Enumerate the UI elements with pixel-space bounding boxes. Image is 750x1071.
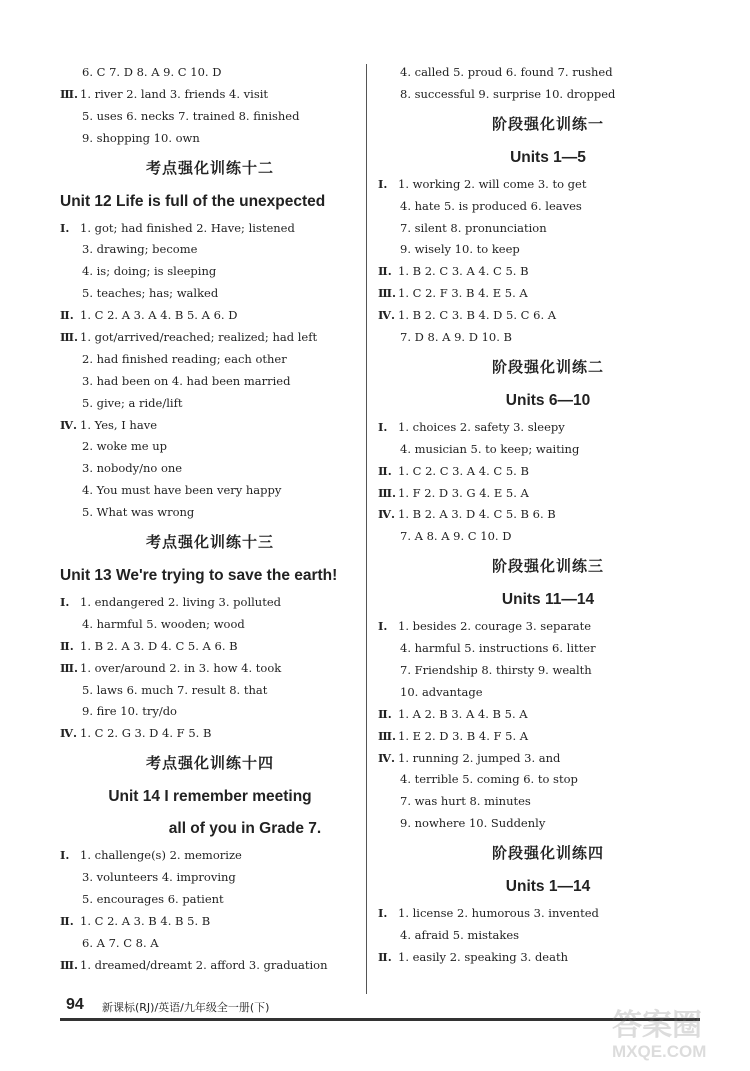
answer-text: 3. nobody/no one xyxy=(82,461,183,476)
answer-line xyxy=(60,371,360,393)
section-numeral: Ⅳ. xyxy=(60,726,78,741)
answer-line xyxy=(60,393,360,415)
answer-line xyxy=(60,239,360,261)
answer-text: 1. E 2. D 3. B 4. F 5. A xyxy=(398,728,529,743)
answer-line xyxy=(378,461,718,483)
section-heading: 阶段强化训练二 xyxy=(491,357,604,376)
section-numeral: Ⅳ. xyxy=(60,417,78,432)
unit-heading: Units 1—5 xyxy=(510,148,586,166)
right-column xyxy=(378,62,718,969)
answer-line xyxy=(378,947,718,969)
section-numeral: Ⅲ. xyxy=(60,660,79,675)
answer-line xyxy=(378,925,718,947)
answer-text: 5. laws 6. much 7. result 8. that xyxy=(82,682,268,697)
answer-line xyxy=(60,283,360,305)
answer-text: 1. C 2. C 3. A 4. C 5. B xyxy=(398,463,529,478)
answer-text: 5. give; a ride/lift xyxy=(82,395,183,410)
answer-line xyxy=(378,196,718,218)
answer-line xyxy=(378,504,718,526)
answer-text: 4. musician 5. to keep; waiting xyxy=(400,441,580,456)
section-numeral: Ⅳ. xyxy=(378,308,396,323)
answer-text: 9. wisely 10. to keep xyxy=(400,242,520,257)
answer-text: 1. C 2. A 3. A 4. B 5. A 6. D xyxy=(80,308,238,323)
answer-text: 1. B 2. A 3. D 4. C 5. B 6. B xyxy=(398,507,556,522)
section-numeral: Ⅰ. xyxy=(60,220,70,235)
answer-line xyxy=(60,415,360,437)
answer-text: 2. woke me up xyxy=(82,439,167,454)
answer-text: 1. working 2. will come 3. to get xyxy=(398,176,587,191)
answer-text: 1. B 2. C 3. A 4. C 5. B xyxy=(398,264,529,279)
answer-line xyxy=(60,218,360,240)
answer-line: Ⅲ. 1. river 2. land 3. friends 4. visit xyxy=(60,86,269,101)
answer-line xyxy=(378,439,718,461)
answer-block xyxy=(378,174,718,349)
unit-heading: Unit 14 I remember meeting xyxy=(108,788,312,806)
answer-text: 1. over/around 2. in 3. how 4. took xyxy=(80,660,282,675)
answer-line xyxy=(378,327,718,349)
answer-text: 3. had been on 4. had been married xyxy=(82,373,291,388)
answer-line xyxy=(378,704,718,726)
answer-text: 5. What was wrong xyxy=(82,505,195,520)
answer-text: 7. silent 8. pronunciation xyxy=(400,220,547,235)
answer-text: 4. harmful 5. instructions 6. litter xyxy=(400,641,596,656)
answer-text: 10. advantage xyxy=(400,684,483,699)
book-title: 新课标(RJ)/英语/九年级全一册(下) xyxy=(102,1001,270,1014)
answer-line xyxy=(60,349,360,371)
answer-text: 1. C 2. G 3. D 4. F 5. B xyxy=(80,726,212,741)
answer-text: 6. A 7. C 8. A xyxy=(82,935,159,950)
answer-line xyxy=(60,480,360,502)
answer-line xyxy=(60,636,360,658)
section-heading: 阶段强化训练一 xyxy=(491,114,604,133)
answer-line: 6. C 7. D 8. A 9. C 10. D xyxy=(82,65,222,79)
answer-line: 5. uses 6. necks 7. trained 8. finished xyxy=(82,108,300,123)
unit-heading: Units 6—10 xyxy=(505,391,591,409)
footer-rule xyxy=(60,1018,700,1021)
section-numeral: Ⅳ. xyxy=(378,750,396,765)
unit-heading: Units 1—14 xyxy=(505,878,591,896)
answer-text: 1. got/arrived/reached; realized; had left xyxy=(80,330,318,345)
answer-line xyxy=(60,955,360,977)
section-heading: 阶段强化训练三 xyxy=(491,557,604,576)
left-column xyxy=(60,62,360,977)
watermark-text: 答案圈 xyxy=(612,1008,702,1043)
watermark-url: MXQE.COM xyxy=(612,1042,707,1061)
section-numeral: Ⅲ. xyxy=(60,330,79,345)
section-numeral: Ⅱ. xyxy=(378,463,392,478)
answer-line xyxy=(378,726,718,748)
answer-text: 1. running 2. jumped 3. and xyxy=(398,750,561,765)
answer-line xyxy=(60,723,360,745)
answer-text: 9. fire 10. try/do xyxy=(82,704,177,719)
watermark-logo xyxy=(612,1010,742,1066)
answer-text: 1. license 2. humorous 3. invented xyxy=(398,906,599,921)
page-number: 94 xyxy=(66,996,84,1013)
answer-line xyxy=(378,84,718,106)
answer-line xyxy=(378,283,718,305)
answer-text: 4. You must have been very happy xyxy=(82,483,282,498)
answer-text: 1. besides 2. courage 3. separate xyxy=(398,619,592,634)
section-numeral: Ⅲ. xyxy=(378,286,397,301)
answer-line xyxy=(378,62,718,84)
answer-line xyxy=(60,701,360,723)
answer-text: 1. Yes, I have xyxy=(80,417,158,432)
section-heading: 阶段强化训练四 xyxy=(491,844,604,863)
answer-line xyxy=(378,616,718,638)
answer-text: 7. A 8. A 9. C 10. D xyxy=(400,529,512,544)
answer-line: 9. shopping 10. own xyxy=(82,130,200,145)
answer-line xyxy=(60,458,360,480)
answer-text: 5. teaches; has; walked xyxy=(82,286,219,301)
answer-text: 1. choices 2. safety 3. sleepy xyxy=(398,419,565,434)
answer-line xyxy=(60,592,360,614)
answer-block xyxy=(378,417,718,548)
answer-line xyxy=(378,903,718,925)
answer-text: 9. nowhere 10. Suddenly xyxy=(400,816,546,831)
answer-text: 1. A 2. B 3. A 4. B 5. A xyxy=(398,706,528,721)
answer-line xyxy=(378,305,718,327)
answer-text: 1. endangered 2. living 3. polluted xyxy=(80,595,281,610)
section-heading: 考点强化训练十二 xyxy=(145,158,274,177)
answer-text: 4. terrible 5. coming 6. to stop xyxy=(400,772,578,787)
answer-text: 7. D 8. A 9. D 10. B xyxy=(400,330,512,345)
answer-text: 1. B 2. A 3. D 4. C 5. A 6. B xyxy=(80,638,238,653)
section-numeral: Ⅱ. xyxy=(378,949,392,964)
answer-line xyxy=(60,680,360,702)
section-numeral: Ⅰ. xyxy=(378,906,388,921)
answer-line xyxy=(378,638,718,660)
answer-block xyxy=(378,616,718,835)
answer-line xyxy=(378,526,718,548)
answer-line xyxy=(60,261,360,283)
answer-line xyxy=(60,614,360,636)
answer-text: 3. drawing; become xyxy=(82,242,198,257)
answer-line xyxy=(60,867,360,889)
answer-line xyxy=(60,889,360,911)
answer-line xyxy=(60,933,360,955)
section-numeral: Ⅱ. xyxy=(60,308,74,323)
answer-line xyxy=(378,261,718,283)
section-numeral: Ⅰ. xyxy=(60,848,70,863)
answer-text: 4. is; doing; is sleeping xyxy=(82,264,217,279)
answer-line xyxy=(378,748,718,770)
answer-line xyxy=(60,305,360,327)
answer-line xyxy=(378,218,718,240)
answer-text: 4. harmful 5. wooden; wood xyxy=(82,616,245,631)
answer-line xyxy=(60,327,360,349)
answer-text: 2. had finished reading; each other xyxy=(82,351,287,366)
answer-line xyxy=(378,174,718,196)
answer-block xyxy=(378,903,718,969)
section-heading: 考点强化训练十四 xyxy=(145,754,274,773)
answer-text: 4. afraid 5. mistakes xyxy=(400,928,520,943)
column-divider xyxy=(366,64,367,994)
section-numeral: Ⅲ. xyxy=(60,957,79,972)
answer-text: 7. was hurt 8. minutes xyxy=(400,794,531,809)
unit-heading-continued: all of you in Grade 7. xyxy=(168,820,322,838)
answer-text: 1. easily 2. speaking 3. death xyxy=(398,949,569,964)
answer-block xyxy=(60,845,360,976)
answer-line xyxy=(60,911,360,933)
answer-text: 7. Friendship 8. thirsty 9. wealth xyxy=(400,663,592,678)
unit-heading: Unit 12 Life is full of the unexpected xyxy=(60,192,326,210)
section-numeral: Ⅲ. xyxy=(378,728,397,743)
section-numeral: Ⅱ. xyxy=(378,264,392,279)
answer-text: 1. F 2. D 3. G 4. E 5. A xyxy=(398,485,529,500)
answer-line xyxy=(378,682,718,704)
answer-text: 4. called 5. proud 6. found 7. rushed xyxy=(400,65,613,79)
section-numeral: Ⅲ. xyxy=(378,485,397,500)
unit-heading: Units 11—14 xyxy=(501,591,595,609)
answer-line xyxy=(378,813,718,835)
unit-heading: Unit 13 We're trying to save the earth! xyxy=(60,567,338,585)
answer-text: 4. hate 5. is produced 6. leaves xyxy=(400,198,582,213)
answer-text: 1. B 2. C 3. B 4. D 5. C 6. A xyxy=(398,308,557,323)
answer-line xyxy=(378,660,718,682)
answer-text: 3. volunteers 4. improving xyxy=(82,870,236,885)
answer-text: 1. C 2. A 3. B 4. B 5. B xyxy=(80,913,211,928)
answer-line xyxy=(60,658,360,680)
answer-text: 5. encourages 6. patient xyxy=(82,892,224,907)
answer-line xyxy=(60,436,360,458)
answer-block xyxy=(378,62,718,106)
answer-line xyxy=(60,502,360,524)
section-numeral: Ⅱ. xyxy=(60,913,74,928)
answer-text: 1. challenge(s) 2. memorize xyxy=(80,848,242,863)
section-numeral: Ⅱ. xyxy=(60,638,74,653)
section-numeral: Ⅰ. xyxy=(60,595,70,610)
answer-line xyxy=(378,769,718,791)
section-numeral: Ⅰ. xyxy=(378,419,388,434)
answer-text: 1. got; had finished 2. Have; listened xyxy=(80,220,295,235)
section-numeral: Ⅳ. xyxy=(378,507,396,522)
answer-text: 8. successful 9. surprise 10. dropped xyxy=(400,86,616,101)
answer-text: 1. C 2. F 3. B 4. E 5. A xyxy=(398,286,528,301)
answer-line xyxy=(378,239,718,261)
answer-block xyxy=(60,218,360,524)
answer-line xyxy=(378,791,718,813)
section-numeral: Ⅰ. xyxy=(378,176,388,191)
answer-line xyxy=(378,417,718,439)
answer-text: 1. dreamed/dreamt 2. afford 3. graduation xyxy=(80,957,328,972)
answer-line xyxy=(60,845,360,867)
answer-block xyxy=(60,592,360,745)
section-numeral: Ⅱ. xyxy=(378,706,392,721)
page-footer xyxy=(60,996,700,1020)
answer-line xyxy=(378,483,718,505)
section-heading: 考点强化训练十三 xyxy=(145,533,274,552)
section-numeral: Ⅰ. xyxy=(378,619,388,634)
